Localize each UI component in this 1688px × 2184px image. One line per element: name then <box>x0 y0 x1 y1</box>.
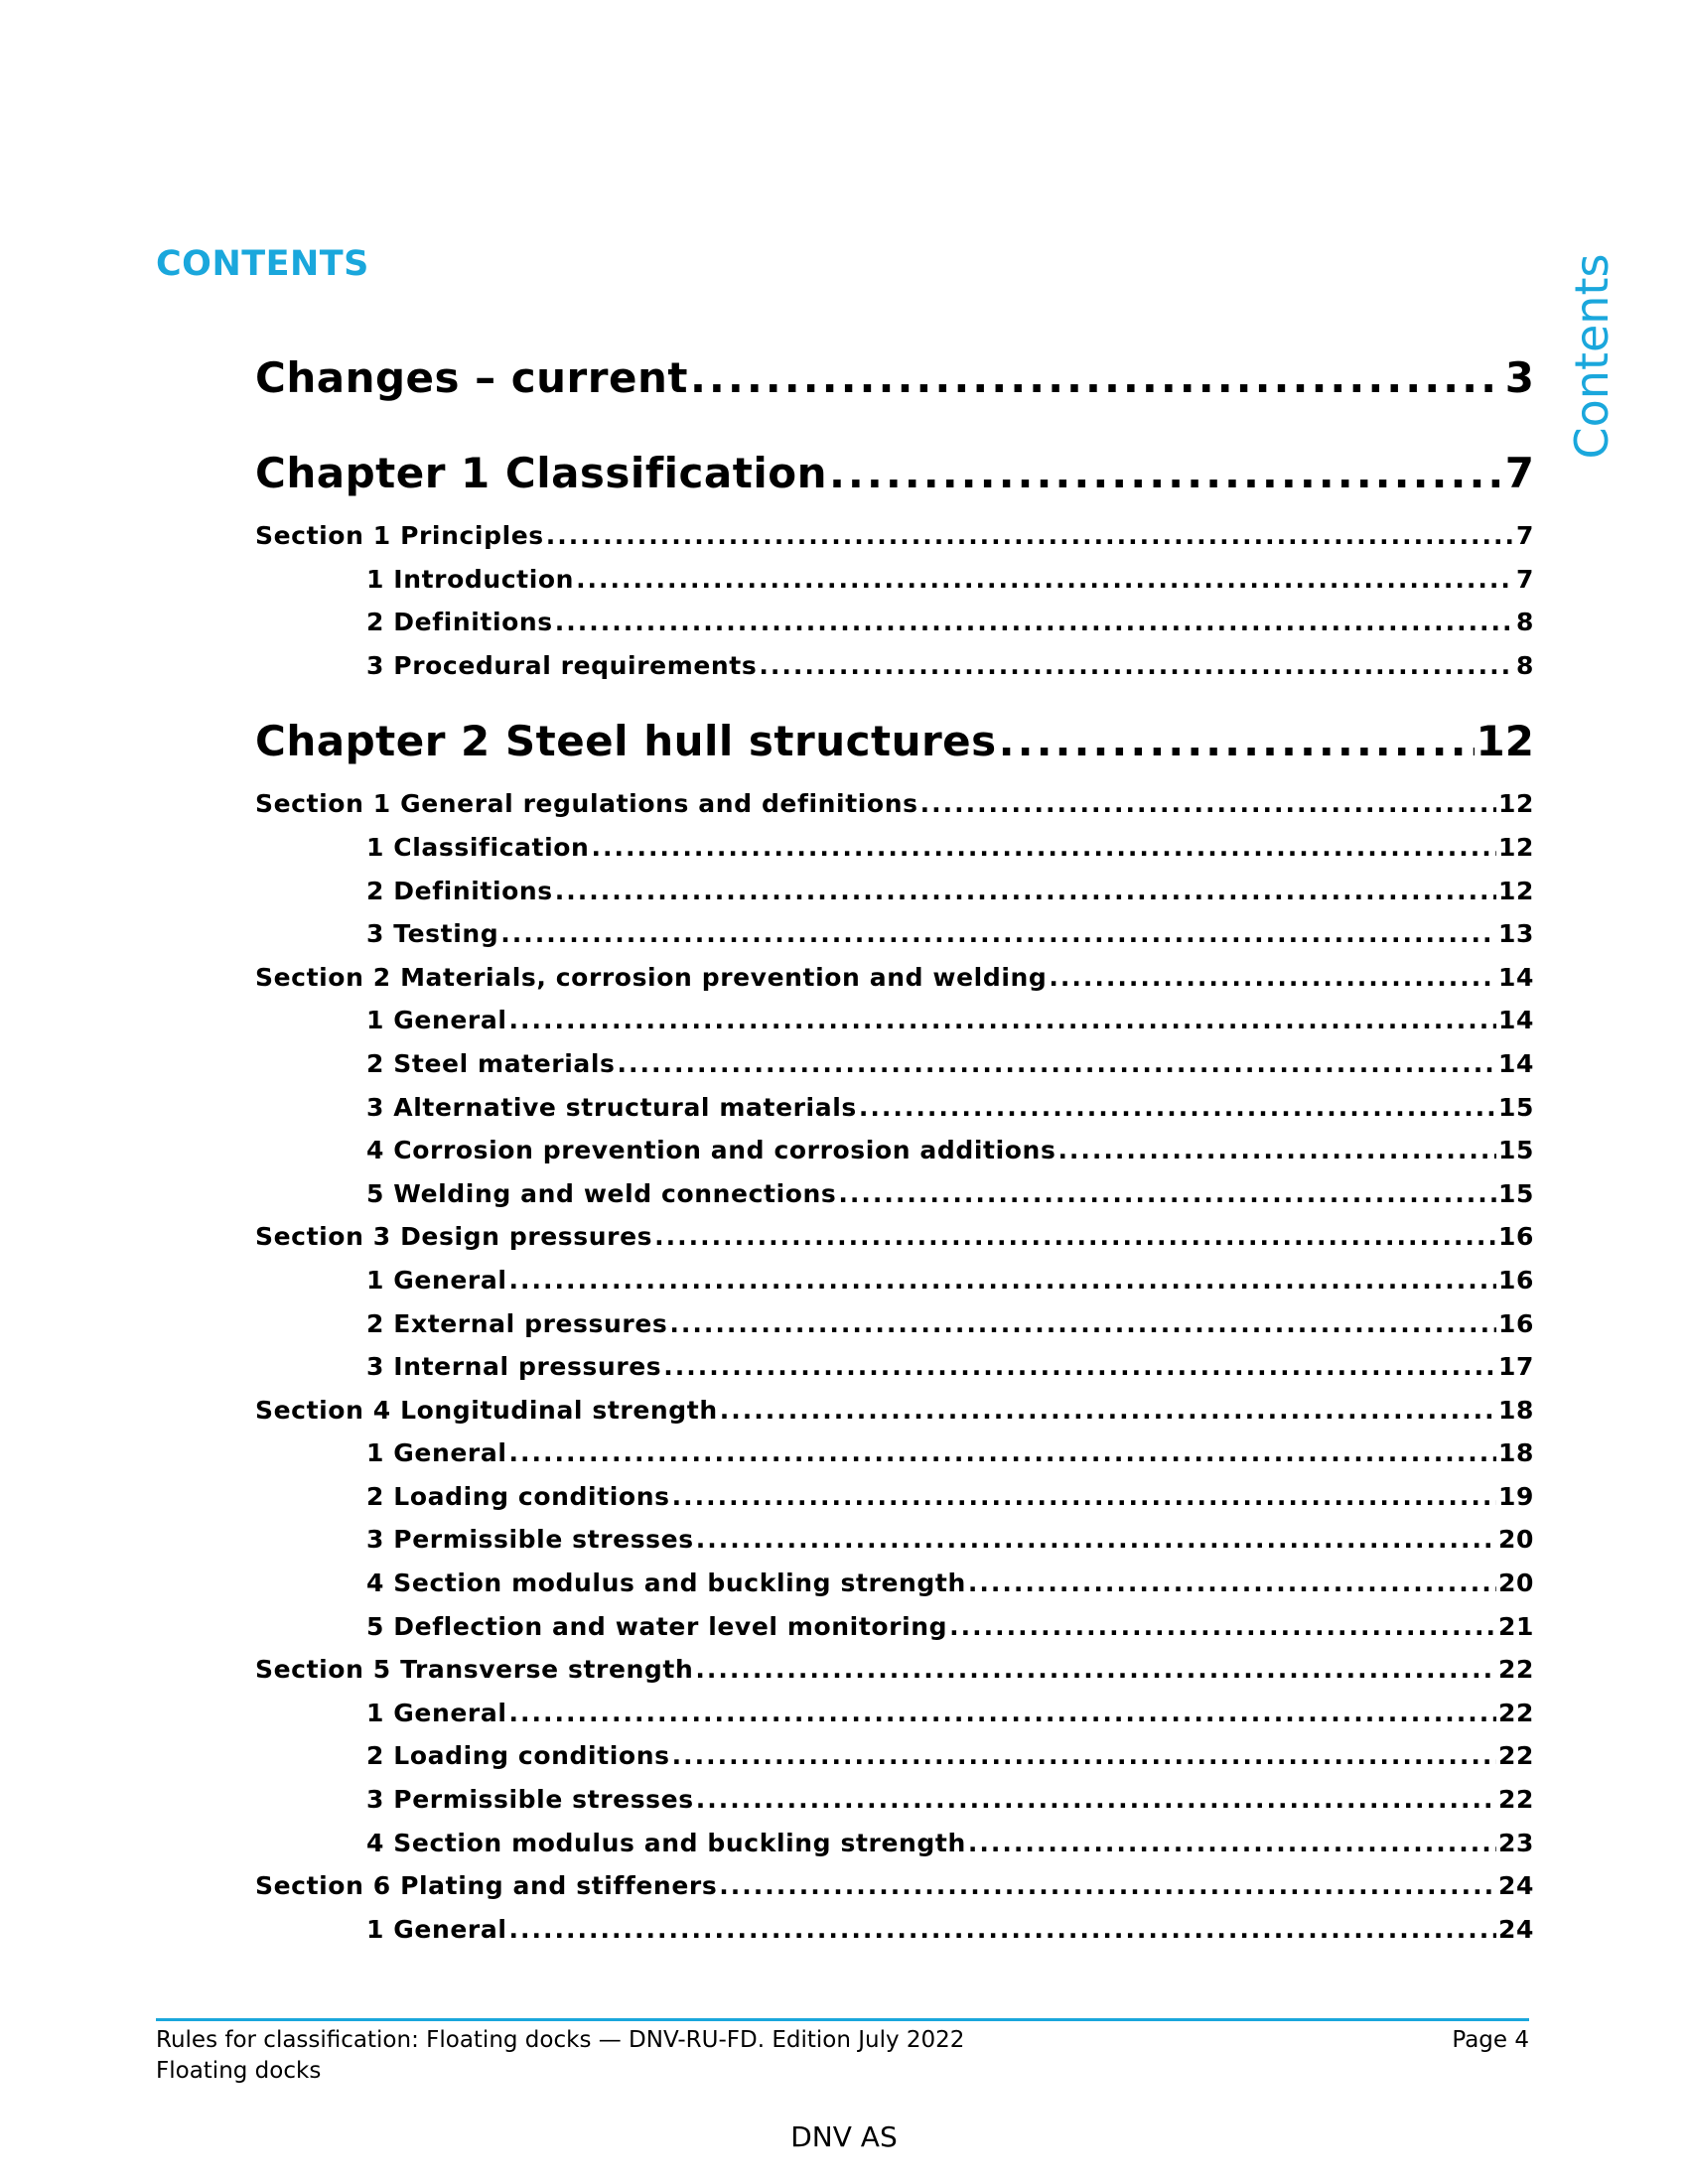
toc-entry-page: 22 <box>1498 1741 1534 1771</box>
dot-leader <box>555 601 1514 644</box>
toc-entry-page: 15 <box>1498 1092 1534 1122</box>
toc-entry-sub[interactable] <box>255 1562 1534 1605</box>
footer-company: DNV AS <box>790 2120 898 2153</box>
dot-leader <box>968 1822 1496 1865</box>
dot-leader <box>696 1778 1496 1822</box>
toc-entry-sub[interactable] <box>255 1734 1534 1778</box>
dot-leader <box>576 558 1514 602</box>
dot-leader <box>546 514 1514 558</box>
dot-leader <box>759 644 1514 688</box>
toc-entry-page: 18 <box>1498 1438 1534 1468</box>
toc-entry-page: 22 <box>1498 1785 1534 1815</box>
toc-entry-section[interactable] <box>255 782 1534 826</box>
toc-entry-page: 19 <box>1498 1481 1534 1511</box>
toc-entry-page: 8 <box>1516 650 1534 680</box>
toc-entry-page: 15 <box>1498 1178 1534 1208</box>
dot-leader <box>654 1215 1496 1259</box>
dot-leader <box>999 701 1475 782</box>
dot-leader <box>509 1432 1497 1475</box>
dot-leader <box>696 1518 1496 1562</box>
toc-entry-title: 2 Definitions <box>366 876 553 905</box>
toc-entry-chapter[interactable] <box>255 338 1534 419</box>
toc-entry-title: 1 General <box>366 1006 507 1035</box>
toc-entry-page: 24 <box>1498 1871 1534 1901</box>
toc-entry-title: 1 General <box>366 1265 507 1295</box>
dot-leader <box>555 870 1496 913</box>
toc-entry-title: 2 Definitions <box>366 608 553 637</box>
toc-entry-title: 1 Introduction <box>366 564 575 594</box>
toc-entry-title: 3 Permissible stresses <box>366 1525 694 1555</box>
toc-entry-sub[interactable] <box>255 1432 1534 1475</box>
toc-entry-page: 20 <box>1498 1525 1534 1555</box>
toc-entry-section[interactable] <box>255 1215 1534 1259</box>
toc-entry-page: 15 <box>1498 1136 1534 1165</box>
toc-entry-page: 12 <box>1498 789 1534 819</box>
toc-entry-title: 3 Alternative structural materials <box>366 1092 857 1122</box>
toc-entry-sub[interactable] <box>255 1129 1534 1172</box>
toc-entry-title: Changes – current <box>255 353 688 402</box>
dot-leader <box>509 1692 1497 1735</box>
toc-entry-section[interactable] <box>255 1864 1534 1908</box>
toc-entry-title: 5 Deflection and water level monitoring <box>366 1611 948 1641</box>
toc-entry-section[interactable] <box>255 1389 1534 1433</box>
toc-entry-section[interactable] <box>255 956 1534 1000</box>
toc-entry-chapter[interactable] <box>255 701 1534 782</box>
toc-entry-title: 1 General <box>366 1438 507 1468</box>
dot-leader <box>1057 1129 1496 1172</box>
dot-leader <box>859 1086 1496 1130</box>
toc-entry-title: 3 Testing <box>366 919 499 949</box>
toc-entry-page: 17 <box>1498 1352 1534 1382</box>
toc-entry-title: Section 1 Principles <box>255 521 544 550</box>
dot-leader <box>949 1605 1496 1649</box>
toc-entry-title: Chapter 1 Classification <box>255 449 827 497</box>
dot-leader <box>1049 956 1496 1000</box>
toc-entry-sub[interactable] <box>255 1822 1534 1865</box>
toc-entry-title: 1 Classification <box>366 832 590 862</box>
toc-entry-sub[interactable] <box>255 558 1534 602</box>
toc-entry-page: 7 <box>1516 564 1534 594</box>
toc-entry-title: Chapter 2 Steel hull structures <box>255 717 997 766</box>
toc-entry-sub[interactable] <box>255 601 1534 644</box>
toc-entry-title: 2 External pressures <box>366 1308 668 1338</box>
toc-entry-sub[interactable] <box>255 870 1534 913</box>
toc-entry-page: 16 <box>1498 1222 1534 1252</box>
dot-leader <box>672 1475 1496 1519</box>
toc-entry-sub[interactable] <box>255 1908 1534 1952</box>
toc-entry-title: Section 6 Plating and stiffeners <box>255 1871 718 1901</box>
toc-entry-section[interactable] <box>255 1648 1534 1692</box>
side-tab <box>1557 254 1626 458</box>
toc-entry-title: 4 Section modulus and buckling strength <box>366 1828 966 1857</box>
toc-entry-title: Section 4 Longitudinal strength <box>255 1395 718 1425</box>
dot-leader <box>719 1864 1496 1908</box>
footer-document-subtitle: Floating docks <box>156 2058 322 2084</box>
dot-leader <box>720 1389 1496 1433</box>
toc-entry-title: 5 Welding and weld connections <box>366 1178 837 1208</box>
dot-leader <box>591 826 1496 870</box>
toc-entry-sub[interactable] <box>255 826 1534 870</box>
toc-entry-title: 3 Permissible stresses <box>366 1785 694 1815</box>
toc-entry-page: 3 <box>1504 353 1534 402</box>
toc-entry-title: 1 General <box>366 1914 507 1944</box>
toc-entry-page: 22 <box>1498 1698 1534 1727</box>
toc-entry-title: Section 2 Materials, corrosion prevention and welding <box>255 962 1048 992</box>
toc-entry-page: 16 <box>1498 1265 1534 1295</box>
toc-entry-sub[interactable] <box>255 1778 1534 1822</box>
toc-entry-sub[interactable] <box>255 912 1534 956</box>
toc-entry-chapter[interactable] <box>255 433 1534 514</box>
toc-entry-page: 24 <box>1498 1914 1534 1944</box>
toc-entry-sub[interactable] <box>255 644 1534 688</box>
footer-document-title: Rules for classification: Floating docks — DNV-RU-FD. Edition July 2022 <box>156 2027 965 2053</box>
toc-entry-page: 21 <box>1498 1611 1534 1641</box>
dot-leader <box>838 1172 1496 1216</box>
toc-entry-page: 16 <box>1498 1308 1534 1338</box>
dot-leader <box>672 1734 1496 1778</box>
toc-entry-page: 23 <box>1498 1828 1534 1857</box>
dot-leader <box>617 1042 1496 1086</box>
toc-entry-page: 20 <box>1498 1569 1534 1598</box>
toc-entry-title: 4 Section modulus and buckling strength <box>366 1569 966 1598</box>
toc-entry-page: 14 <box>1498 962 1534 992</box>
toc-entry-title: 3 Procedural requirements <box>366 650 758 680</box>
toc-entry-title: Section 3 Design pressures <box>255 1222 653 1252</box>
toc-entry-page: 12 <box>1498 832 1534 862</box>
toc-entry-sub[interactable] <box>255 999 1534 1042</box>
toc-entry-sub[interactable] <box>255 1042 1534 1086</box>
toc-entry-title: 2 Steel materials <box>366 1048 616 1078</box>
toc-entry-page: 13 <box>1498 919 1534 949</box>
footer-divider <box>156 2018 1529 2021</box>
toc-entry-sub[interactable] <box>255 1086 1534 1130</box>
toc-entry-sub[interactable] <box>255 1692 1534 1735</box>
dot-leader <box>968 1562 1496 1605</box>
toc-entry-sub[interactable] <box>255 1475 1534 1519</box>
toc-entry-page: 12 <box>1498 876 1534 905</box>
toc-entry-page: 7 <box>1504 449 1534 497</box>
dot-leader <box>509 999 1497 1042</box>
toc-entry-page: 18 <box>1498 1395 1534 1425</box>
toc-entry-sub[interactable] <box>255 1302 1534 1346</box>
toc-entry-page: 12 <box>1476 717 1534 766</box>
toc-entry-page: 22 <box>1498 1655 1534 1685</box>
toc-entry-page: 7 <box>1516 521 1534 550</box>
dot-leader <box>920 782 1496 826</box>
table-of-contents <box>255 338 1534 1951</box>
toc-entry-section[interactable] <box>255 514 1534 558</box>
toc-entry-title: 2 Loading conditions <box>366 1741 670 1771</box>
toc-entry-title: 2 Loading conditions <box>366 1481 670 1511</box>
toc-entry-title: 4 Corrosion prevention and corrosion additions <box>366 1136 1056 1165</box>
dot-leader <box>690 338 1503 419</box>
toc-entry-page: 14 <box>1498 1006 1534 1035</box>
toc-entry-title: Section 1 General regulations and definitions <box>255 789 918 819</box>
dot-leader <box>663 1345 1496 1389</box>
dot-leader <box>669 1302 1496 1346</box>
footer-page-number: Page 4 <box>1452 2027 1529 2053</box>
toc-entry-sub[interactable] <box>255 1518 1534 1562</box>
toc-entry-page: 14 <box>1498 1048 1534 1078</box>
toc-entry-title: Section 5 Transverse strength <box>255 1655 694 1685</box>
toc-entry-title: 3 Internal pressures <box>366 1352 662 1382</box>
side-tab-label: Contents <box>1565 253 1618 459</box>
dot-leader <box>695 1648 1496 1692</box>
dot-leader <box>500 912 1496 956</box>
toc-entry-sub[interactable] <box>255 1259 1534 1302</box>
toc-entry-title: 1 General <box>366 1698 507 1727</box>
contents-heading: CONTENTS <box>156 244 369 284</box>
dot-leader <box>829 433 1503 514</box>
toc-entry-page: 8 <box>1516 608 1534 637</box>
dot-leader <box>509 1259 1497 1302</box>
toc-entry-sub[interactable] <box>255 1172 1534 1216</box>
toc-entry-sub[interactable] <box>255 1605 1534 1649</box>
toc-entry-sub[interactable] <box>255 1345 1534 1389</box>
dot-leader <box>509 1908 1497 1952</box>
